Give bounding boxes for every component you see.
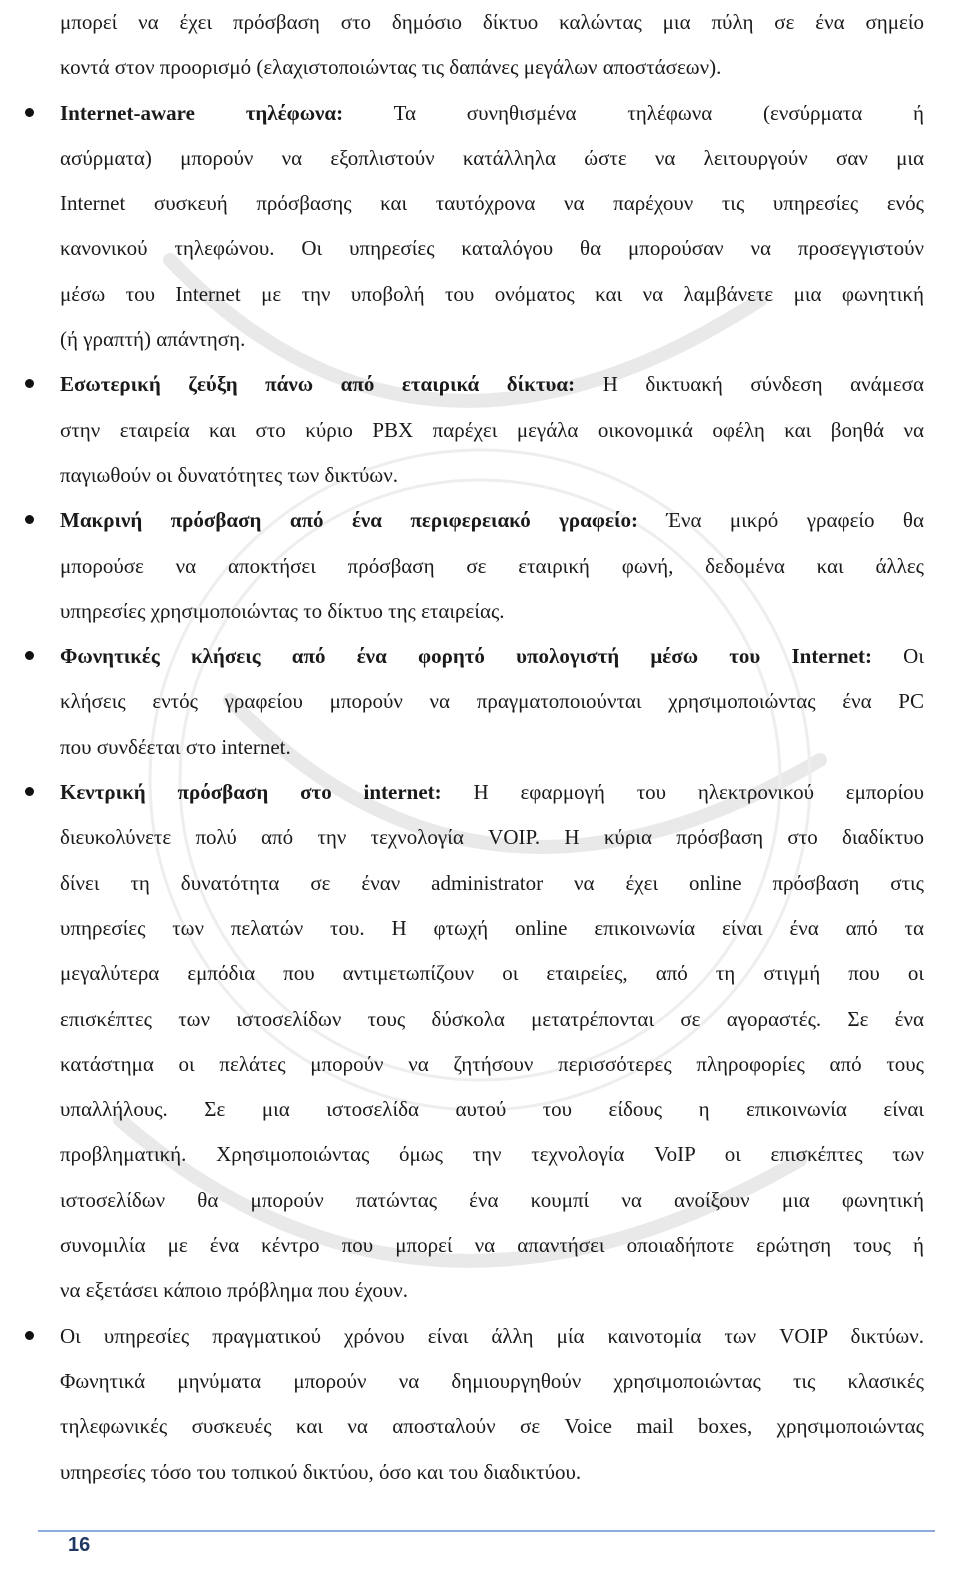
bullet-heading: Μακρινή πρόσβαση από ένα περιφερειακό γραφείο: <box>60 508 638 533</box>
text-line <box>60 362 924 407</box>
text-line: υπηρεσίες των πελατών του. Η φτωχή online επικοινωνία είναι ένα από τα <box>60 915 924 940</box>
text-line: κανονικού τηλεφώνου. Οι υπηρεσίες καταλόγου θα μπορούσαν να προσεγγιστούν <box>60 236 924 261</box>
bullet-text: Οι υπηρεσίες πραγματικού χρόνου είναι άλλη μία καινοτομία των VOIP δικτύων. <box>60 1323 924 1348</box>
text-line: μεγαλύτερα εμπόδια που αντιμετωπίζουν οι εταιρείες, από τη στιγμή που οι <box>60 961 924 986</box>
bullet-item <box>60 634 924 770</box>
bullet-heading: Φωνητικές κλήσεις από ένα φορητό υπολογιστή μέσω του Internet: <box>60 644 872 669</box>
text-line: παγιωθούν οι δυνατότητες των δικτύων. <box>60 462 398 487</box>
bullet-list <box>60 91 924 1495</box>
bullet-item <box>60 91 924 363</box>
bullet-item <box>60 362 924 498</box>
text-line: επισκέπτες των ιστοσελίδων τους δύσκολα μετατρέπονται σε αγοραστές. Σε ένα <box>60 1006 924 1031</box>
bullet-heading: Εσωτερική ζεύξη πάνω από εταιρικά δίκτυα: <box>60 372 576 397</box>
text-line: συνομιλία με ένα κέντρο που μπορεί να απαντήσει οποιαδήποτε ερώτηση τους ή <box>60 1233 924 1258</box>
bullet-dot-icon <box>25 108 34 117</box>
bullet-heading: Internet-aware τηλέφωνα: <box>60 100 344 125</box>
text-line <box>60 1314 924 1359</box>
bullet-heading: Κεντρική πρόσβαση στο internet: <box>60 780 442 805</box>
page-number: 16 <box>68 1534 91 1556</box>
text-line: υπηρεσίες τόσο του τοπικού δικτύου, όσο και του διαδικτύου. <box>60 1459 582 1484</box>
bullet-item <box>60 498 924 634</box>
text-line: να εξετάσει κάποιο πρόβλημα που έχουν. <box>60 1278 408 1303</box>
text-line: δίνει τη δυνατότητα σε έναν administrator να έχει online πρόσβαση στις <box>60 870 924 895</box>
text-line: μπορεί να έχει πρόσβαση στο δημόσιο δίκτυο καλώντας μια πύλη σε ένα σημείο <box>60 10 924 34</box>
text-line: τηλεφωνικές συσκευές και να αποσταλούν σε Voice mail boxes, χρησιμοποιώντας <box>60 1414 924 1439</box>
bullet-text: Οι <box>871 644 924 669</box>
bullet-dot-icon <box>25 651 34 660</box>
bullet-text: Τα συνηθισμένα τηλέφωνα (ενσύρματα ή <box>343 100 924 125</box>
text-line: Φωνητικά μηνύματα μπορούν να δημιουργηθούν χρησιμοποιώντας τις κλασικές <box>60 1368 924 1393</box>
bullet-dot-icon <box>25 515 34 524</box>
bullet-dot-icon <box>25 787 34 796</box>
bullet-text: Ένα μικρό γραφείο θα <box>637 508 924 533</box>
text-line: κοντά στον προορισμό (ελαχιστοποιώντας τις δαπάνες μεγάλων αποστάσεων). <box>60 55 722 80</box>
text-line: μπορούσε να αποκτήσει πρόσβαση σε εταιρική φωνή, δεδομένα και άλλες <box>60 553 924 578</box>
footer-rule <box>38 1530 935 1532</box>
text-line: (ή γραπτή) απάντηση. <box>60 327 246 352</box>
intro-paragraph <box>60 0 924 91</box>
text-line: κλήσεις εντός γραφείου μπορούν να πραγματοποιούνται χρησιμοποιώντας ένα PC <box>60 689 924 714</box>
text-line <box>60 770 924 815</box>
text-line: υπηρεσίες χρησιμοποιώντας το δίκτυο της εταιρείας. <box>60 598 505 623</box>
bullet-text: Η δικτυακή σύνδεση ανάμεσα <box>575 372 924 397</box>
text-line: Internet συσκευή πρόσβασης και ταυτόχρονα να παρέχουν τις υπηρεσίες ενός <box>60 191 924 216</box>
text-line: μέσω του Internet με την υποβολή του ονόματος και να λαμβάνετε μια φωνητική <box>60 281 924 306</box>
body-text <box>60 0 924 1495</box>
text-line: προβληματική. Χρησιμοποιώντας όμως την τεχνολογία VoIP οι επισκέπτες των <box>60 1142 924 1167</box>
text-line: στην εταιρεία και στο κύριο PBX παρέχει μεγάλα οικονομικά οφέλη και βοηθά να <box>60 417 924 442</box>
text-line: κατάστημα οι πελάτες μπορούν να ζητήσουν περισσότερες πληροφορίες από τους <box>60 1051 924 1076</box>
text-line <box>60 634 924 679</box>
bullet-item <box>60 770 924 1314</box>
text-line: ασύρματα) μπορούν να εξοπλιστούν κατάλληλα ώστε να λειτουργούν σαν μια <box>60 145 924 170</box>
bullet-item <box>60 1314 924 1495</box>
bullet-dot-icon <box>25 379 34 388</box>
text-line: διευκολύνετε πολύ από την τεχνολογία VOIP. Η κύρια πρόσβαση στο διαδίκτυο <box>60 825 924 850</box>
bullet-dot-icon <box>25 1331 34 1340</box>
text-line <box>60 498 924 543</box>
text-line: που συνδέεται στο internet. <box>60 734 291 759</box>
text-line: ιστοσελίδων θα μπορούν πατώντας ένα κουμπί να ανοίξουν μια φωνητική <box>60 1187 924 1212</box>
bullet-text: Η εφαρμογή του ηλεκτρονικού εμπορίου <box>441 780 924 805</box>
text-line: υπαλλήλους. Σε μια ιστοσελίδα αυτού του είδους η επικοινωνία είναι <box>60 1097 924 1122</box>
text-line <box>60 91 924 136</box>
